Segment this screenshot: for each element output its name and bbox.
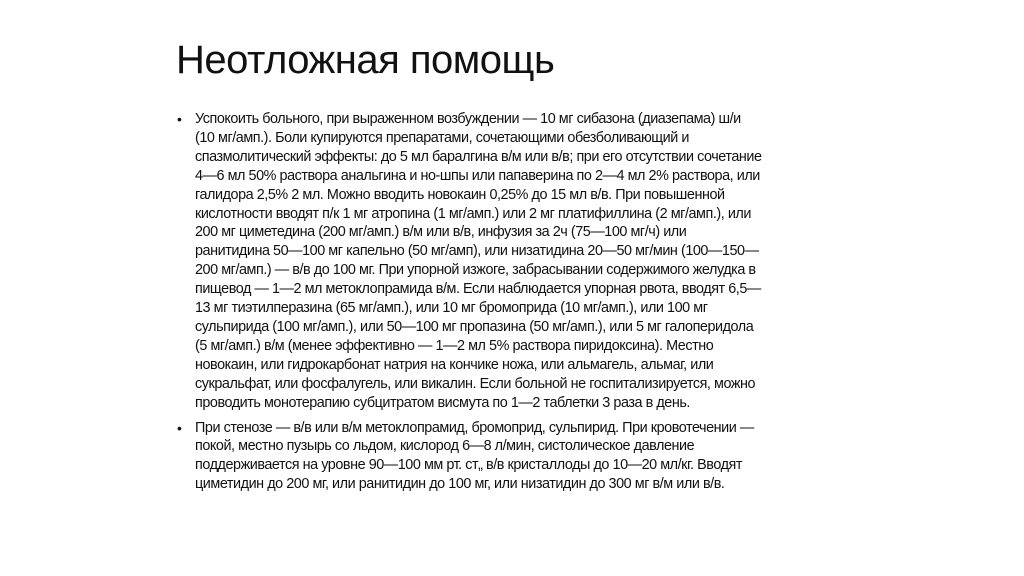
text-line: 200 мг циметедина (200 мг/амп.) в/м или в/в, инфузия за 2ч (75—100 мг/ч) или [195,224,687,241]
text-line: (5 мг/амп.) в/м (менее эффективно — 1—2 мл 5% раствора пиридоксина). Местно [195,337,714,354]
text-line: поддерживается на уровне 90—100 мм рт. ст„ в/в кристаллоды до 10—20 мл/кг. Вводят [195,457,743,474]
text-line: (10 мг/амп.). Боли купируются препаратами, сочетающими обезболивающий и [195,129,689,146]
text-line: При стенозе — в/в или в/м метоклопрамид, бромоприд, сульпирид. При кровотечении — [195,419,754,436]
text-line: сульпирида (100 мг/амп.), или 50—100 мг пропазина (50 мг/амп.), или 5 мг галоперидола [195,318,754,335]
bullet-item-2 [177,419,857,495]
bullet-item-1 [177,110,857,413]
text-line: сукральфат, или фосфалугель, или викалин. Если больной не госпитализируется, можно [195,375,756,392]
text-line: Успокоить больного, при выраженном возбуждении — 10 мг сибазона (диазепама) ш/и [195,111,741,127]
text-line: пищевод — 1—2 мл метоклопрамида в/м. Если наблюдается упорная рвота, вводят 6,5— [195,281,761,298]
text-line: 4—6 мл 50% раствора анальгина и но-шпы или папаверина по 2—4 мл 2% раствора, или [195,167,760,184]
text-line: ранитидина 50—100 мг капельно (50 мг/амп), или низатидина 20—50 мг/мин (100—150— [195,243,759,260]
bullet-list [177,110,857,500]
text-line: циметидин до 200 мг, или ранитидин до 100 мг, или низатидин до 300 мг в/м или в/в. [195,476,725,493]
bullet-icon: • [177,419,182,436]
text-line: новокаин, или гидрокарбонат натрия на кончике ножа, или альмагель, альмаг, или [195,356,714,373]
text-line: кислотности вводят п/к 1 мг атропина (1 мг/амп.) или 2 мг платифиллина (2 мг/амп.), или [195,205,751,222]
bullet-icon: • [177,111,182,127]
text-line: 200 мг/амп.) — в/в до 100 мг. При упорной изжоге, забрасывании содержимого желудка в [195,262,756,279]
text-line: проводить монотерапию субцитратом висмута по 1—2 таблетки 3 раза в день. [195,394,690,411]
text-line: спазмолитический эффекты: до 5 мл баралгина в/м или в/в; при его отсутствии сочетание [195,148,762,165]
text-line: покой, местно пузырь со льдом, кислород 6—8 л/мин, систолическое давление [195,438,695,455]
text-line: галидора 2,5% 2 мл. Можно вводить новокаин 0,25% до 15 мл в/в. При повышенной [195,186,725,203]
text-line: 13 мг тиэтилперазина (65 мг/амп.), или 10 мг бромоприда (10 мг/амп.), или 100 мг [195,300,708,317]
slide-title: Неотложная помощь [176,38,555,82]
